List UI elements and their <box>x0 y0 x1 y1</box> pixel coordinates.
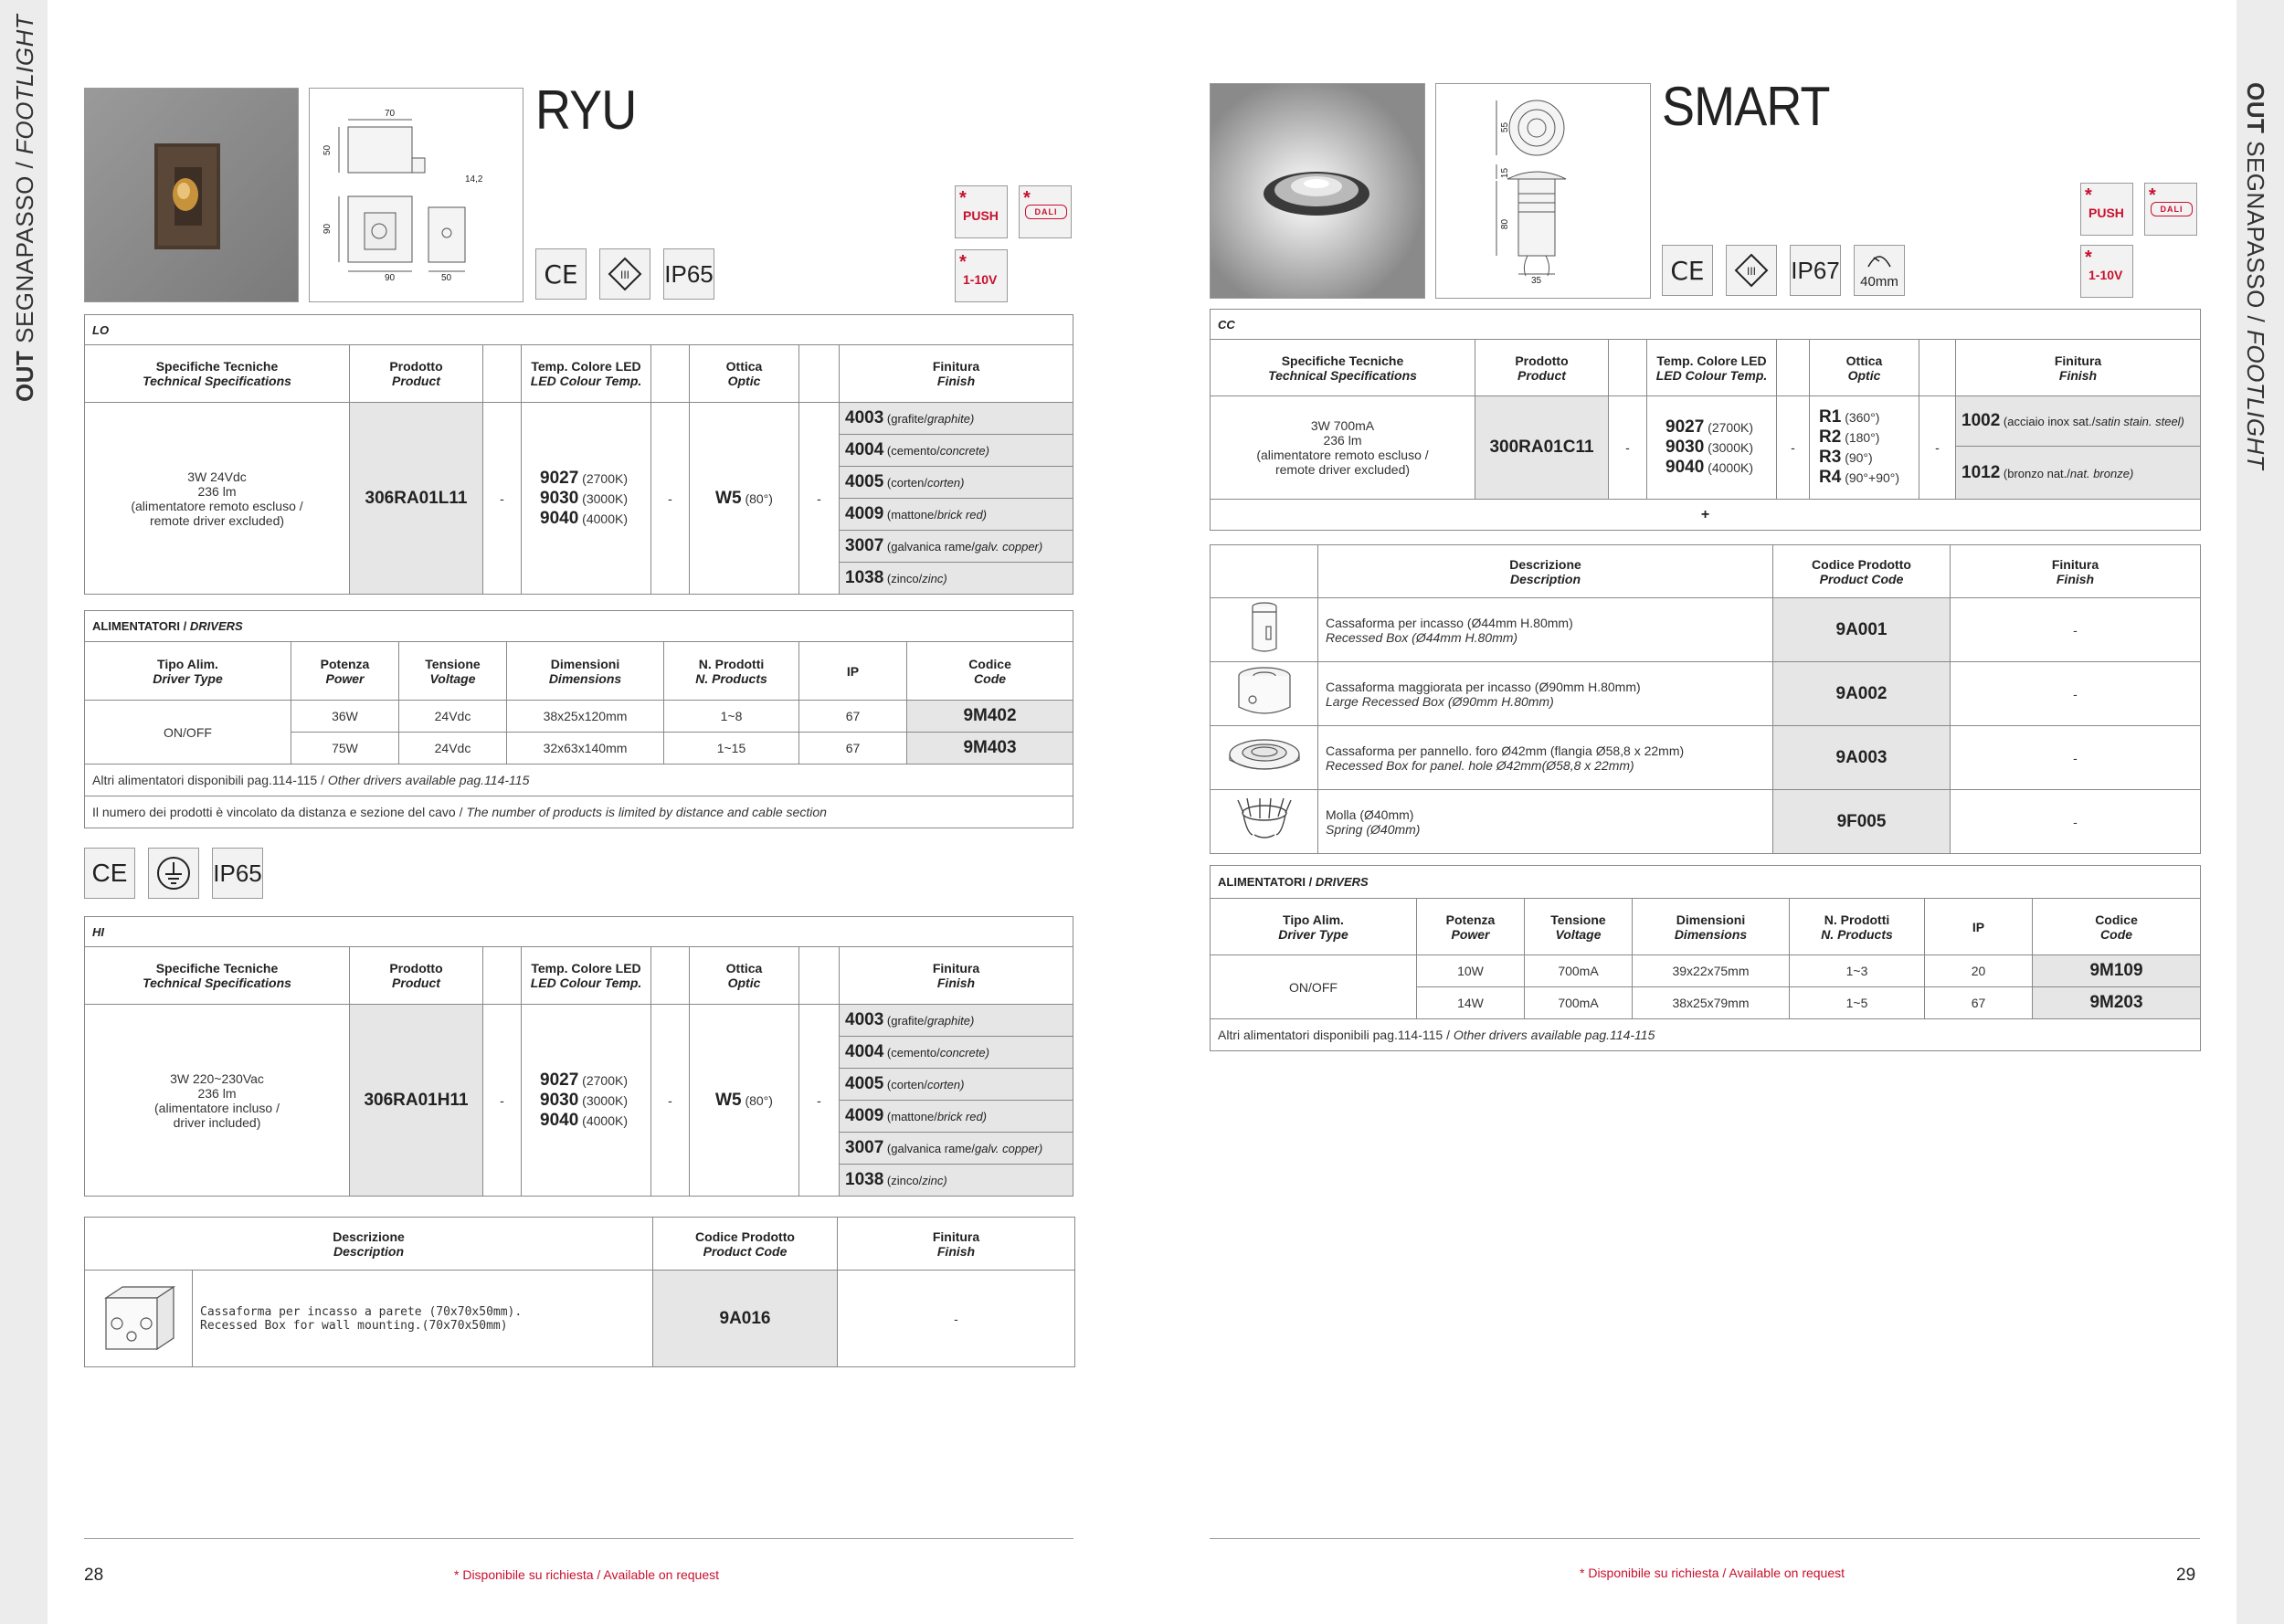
hdr-product-code: Codice Prodotto Product Code <box>653 1218 838 1271</box>
earth-class-i-icon <box>148 848 199 899</box>
cell: 38x25x120mm <box>507 701 664 733</box>
hdr-finish: Finitura Finish <box>840 947 1073 1005</box>
ryu-drivers-table <box>84 610 1073 828</box>
hi-spec-cell: 3W 220~230Vac 236 lm (alimentatore incluso / driver included) <box>85 1005 350 1197</box>
right-sidebar <box>2236 0 2284 1624</box>
accessory-code: 9A002 <box>1773 662 1951 726</box>
dash: - <box>1919 396 1956 500</box>
accessory-finish: - <box>838 1271 1075 1367</box>
table-row <box>85 1271 1075 1367</box>
hdr-product: Prodotto Product <box>350 947 483 1005</box>
hdr-ip: IP <box>799 642 907 701</box>
driver-code: 9M402 <box>907 701 1073 733</box>
lo-section-label: LO <box>85 315 1073 345</box>
drivers-title: ALIMENTATORI / DRIVERS <box>1211 866 2201 899</box>
accessory-description: Cassaforma per pannello. foro Ø42mm (flangia Ø58,8 x 22mm) Recessed Box for panel. hole Ø42mm(Ø58,8 x 22mm) <box>1318 726 1773 790</box>
dim-front-height: 90 <box>323 223 333 235</box>
dash: - <box>1609 396 1647 500</box>
accessory-finish: - <box>1951 790 2201 854</box>
accessory-code: 9A016 <box>653 1271 838 1367</box>
hdr-ip: IP <box>1925 899 2033 955</box>
hdr-spec: Specifiche Tecniche Technical Specifications <box>85 947 350 1005</box>
cell: 32x63x140mm <box>507 733 664 765</box>
hdr-optic: Ottica Optic <box>1810 340 1919 396</box>
drivers-note: Altri alimentatori disponibili pag.114-115 / Other drivers available pag.114-115 <box>1211 1019 2201 1051</box>
driver-code: 9M109 <box>2033 955 2201 987</box>
wall-box-icon <box>85 1271 193 1367</box>
hdr-description: Descrizione Description <box>1318 545 1773 598</box>
left-sidebar <box>0 0 48 1624</box>
section-label-right: OUT SEGNAPASSO / FOOTLIGHT <box>2242 82 2269 470</box>
dash: - <box>799 1005 840 1197</box>
smart-drivers-table <box>1210 865 2201 1051</box>
table-row <box>1211 726 2201 790</box>
cell: 38x25x79mm <box>1633 987 1790 1019</box>
ryu-lo-spec-table <box>84 314 1073 595</box>
cc-optics: R1 (360°) R2 (180°) R3 (90°) R4 (90°+90°) <box>1810 396 1919 500</box>
hdr-dimensions: Dimensioni Dimensions <box>1633 899 1790 955</box>
hdr-finish: Finitura Finish <box>1956 340 2201 396</box>
hdr-n-products: N. Prodotti N. Products <box>664 642 799 701</box>
section-label-left: OUT SEGNAPASSO / FOOTLIGHT <box>11 14 38 402</box>
hdr-code: Codice Code <box>907 642 1073 701</box>
finish-row: 1002 (acciaio inox sat./satin stain. steel) <box>1956 396 2201 447</box>
accessory-finish: - <box>1951 726 2201 790</box>
hdr-power: Potenza Power <box>1417 899 1525 955</box>
finish-row: 4009 (mattone/brick red) <box>840 1101 1073 1133</box>
lo-spec-cell: 3W 24Vdc 236 lm (alimentatore remoto escluso / remote driver excluded) <box>85 403 350 595</box>
drivers-title: ALIMENTATORI / DRIVERS <box>85 611 1073 642</box>
cell: 1~15 <box>664 733 799 765</box>
dash: - <box>651 403 690 595</box>
svg-text:III: III <box>619 269 630 281</box>
accessory-description: Cassaforma maggiorata per incasso (Ø90mm H.80mm) Large Recessed Box (Ø90mm H.80mm) <box>1318 662 1773 726</box>
dim-top-height: 55 <box>1500 121 1511 133</box>
cell: 75W <box>291 733 399 765</box>
hdr-temp: Temp. Colore LED LED Colour Temp. <box>1647 340 1777 396</box>
ce-mark-icon: CE <box>84 848 135 899</box>
accessory-description: Molla (Ø40mm) Spring (Ø40mm) <box>1318 790 1773 854</box>
hdr-driver-type: Tipo Alim. Driver Type <box>85 642 291 701</box>
lo-temps: 9027 (2700K) 9030 (3000K) 9040 (4000K) <box>522 403 651 595</box>
dash: - <box>483 403 522 595</box>
recessed-box-icon <box>1211 598 1318 662</box>
dim-body-height: 80 <box>1500 218 1511 230</box>
dash: - <box>483 1005 522 1197</box>
accessory-description: Cassaforma per incasso (Ø44mm H.80mm) Recessed Box (Ø44mm H.80mm) <box>1318 598 1773 662</box>
ip65-icon: IP65 <box>212 848 263 899</box>
dim-side-width: 50 <box>441 273 452 283</box>
finish-row: 4009 (mattone/brick red) <box>840 499 1073 531</box>
hdr-product: Prodotto Product <box>1475 340 1609 396</box>
cell: 67 <box>799 701 907 733</box>
hdr-n-products: N. Prodotti N. Products <box>1790 899 1925 955</box>
cell: 1~8 <box>664 701 799 733</box>
hdr-spec: Specifiche Tecniche Technical Specifications <box>85 345 350 403</box>
ryu-hi-spec-table <box>84 916 1073 1197</box>
panel-box-icon <box>1211 726 1318 790</box>
lo-optic: W5 (80°) <box>690 403 799 595</box>
accessory-code: 9A003 <box>1773 726 1951 790</box>
driver-type: ON/OFF <box>1211 955 1417 1019</box>
hdr-code: Codice Code <box>2033 899 2201 955</box>
ce-mark-icon: CE <box>535 248 587 300</box>
cell: 24Vdc <box>399 733 507 765</box>
table-row <box>85 701 1073 733</box>
push-badge: * PUSH <box>955 185 1008 238</box>
footer-rule <box>84 1538 1073 1539</box>
driver-code: 9M403 <box>907 733 1073 765</box>
footnote-right: * Disponibile su richiesta / Available on request <box>1580 1566 1845 1580</box>
cc-section-label: CC <box>1211 310 2201 340</box>
dim-width: 35 <box>1531 276 1542 286</box>
cell: 700mA <box>1525 987 1633 1019</box>
lo-product-code: 306RA01L11 <box>350 403 483 595</box>
svg-text:III: III <box>1746 265 1757 278</box>
finish-row: 4003 (grafite/graphite) <box>840 1005 1073 1037</box>
cell: 39x22x75mm <box>1633 955 1790 987</box>
hdr-description: Descrizione Description <box>85 1218 653 1271</box>
spring-icon <box>1211 790 1318 854</box>
hdr-finish: Finitura Finish <box>838 1218 1075 1271</box>
driver-type: ON/OFF <box>85 701 291 765</box>
table-row <box>1211 790 2201 854</box>
dali-badge: * DALI <box>1019 185 1072 238</box>
hi-section-label: HI <box>85 917 1073 947</box>
dim-top-width: 70 <box>385 109 396 119</box>
hdr-optic: Ottica Optic <box>690 345 799 403</box>
dash: - <box>1777 396 1810 500</box>
hdr-product: Prodotto Product <box>350 345 483 403</box>
hdr-voltage: Tensione Voltage <box>1525 899 1633 955</box>
class-iii-icon <box>599 248 650 300</box>
table-row <box>1211 662 2201 726</box>
hdr-voltage: Tensione Voltage <box>399 642 507 701</box>
ryu-product-photo <box>84 88 299 302</box>
cell: 1~3 <box>1790 955 1925 987</box>
ip67-icon: IP67 <box>1790 245 1841 296</box>
smart-technical-drawing <box>1435 83 1651 299</box>
footer-rule <box>1210 1538 2200 1539</box>
cell: 20 <box>1925 955 2033 987</box>
large-recessed-box-icon <box>1211 662 1318 726</box>
ryu-title: RYU <box>535 79 637 141</box>
hdr-finish: Finitura Finish <box>840 345 1073 403</box>
dim-top-height: 50 <box>323 144 333 156</box>
hdr-driver-type: Tipo Alim. Driver Type <box>1211 899 1417 955</box>
finish-row: 4005 (corten/corten) <box>840 467 1073 499</box>
finish-row: 1012 (bronzo nat./nat. bronze) <box>1956 447 2201 500</box>
ryu-technical-drawing <box>309 88 523 302</box>
dash: - <box>799 403 840 595</box>
dim-front-width: 90 <box>385 273 396 283</box>
hi-product-code: 306RA01H11 <box>350 1005 483 1197</box>
cell: 36W <box>291 701 399 733</box>
page-number-left: 28 <box>84 1566 104 1585</box>
finish-row: 4005 (corten/corten) <box>840 1069 1073 1101</box>
smart-cc-spec-table <box>1210 309 2201 531</box>
hdr-temp: Temp. Colore LED LED Colour Temp. <box>522 947 651 1005</box>
driver-code: 9M203 <box>2033 987 2201 1019</box>
hdr-product-code: Codice Prodotto Product Code <box>1773 545 1951 598</box>
finish-row: 3007 (galvanica rame/galv. copper) <box>840 531 1073 563</box>
dim-flange: 15 <box>1500 167 1511 179</box>
cc-spec-cell: 3W 700mA 236 lm (alimentatore remoto escluso / remote driver excluded) <box>1211 396 1475 500</box>
cc-temps: 9027 (2700K) 9030 (3000K) 9040 (4000K) <box>1647 396 1777 500</box>
dim-1-10v-badge: * 1-10V <box>955 249 1008 302</box>
finish-row: 4003 (grafite/graphite) <box>840 403 1073 435</box>
smart-title: SMART <box>1662 76 1830 137</box>
accessory-finish: - <box>1951 662 2201 726</box>
ce-mark-icon: CE <box>1662 245 1713 296</box>
cell: 700mA <box>1525 955 1633 987</box>
cc-product-code: 300RA01C11 <box>1475 396 1609 500</box>
hdr-dimensions: Dimensioni Dimensions <box>507 642 664 701</box>
ip65-icon: IP65 <box>663 248 714 300</box>
finish-row: 1038 (zinco/zinc) <box>840 563 1073 595</box>
dali-badge: * DALI <box>2144 183 2197 236</box>
hdr-spec: Specifiche Tecniche Technical Specifications <box>1211 340 1475 396</box>
footnote-left: * Disponibile su richiesta / Available on request <box>454 1567 720 1582</box>
cell: 67 <box>799 733 907 765</box>
hdr-optic: Ottica Optic <box>690 947 799 1005</box>
smart-accessory-table <box>1210 544 2201 854</box>
page-number-right: 29 <box>2176 1566 2196 1585</box>
hdr-finish: Finitura Finish <box>1951 545 2201 598</box>
accessory-code: 9F005 <box>1773 790 1951 854</box>
hdr-temp: Temp. Colore LED LED Colour Temp. <box>522 345 651 403</box>
smart-product-photo <box>1210 83 1425 299</box>
spring-clip-icon: 40mm <box>1854 245 1905 296</box>
accessory-finish: - <box>1951 598 2201 662</box>
accessory-code: 9A001 <box>1773 598 1951 662</box>
cell: 10W <box>1417 955 1525 987</box>
plus-separator: + <box>1211 500 2201 531</box>
hi-temps: 9027 (2700K) 9030 (3000K) 9040 (4000K) <box>522 1005 651 1197</box>
drivers-note: Altri alimentatori disponibili pag.114-115 / Other drivers available pag.114-115 <box>85 765 1073 796</box>
cell: 14W <box>1417 987 1525 1019</box>
finish-row: 3007 (galvanica rame/galv. copper) <box>840 1133 1073 1165</box>
table-row <box>1211 955 2201 987</box>
cell: 1~5 <box>1790 987 1925 1019</box>
push-badge: * PUSH <box>2080 183 2133 236</box>
cell: 24Vdc <box>399 701 507 733</box>
cell: 67 <box>1925 987 2033 1019</box>
table-row <box>1211 598 2201 662</box>
drivers-note-cable: Il numero dei prodotti è vincolato da distanza e sezione del cavo / The number of products is limited by distance and cable section <box>85 796 1073 828</box>
finish-row: 4004 (cemento/concrete) <box>840 1037 1073 1069</box>
dash: - <box>651 1005 690 1197</box>
finish-row: 1038 (zinco/zinc) <box>840 1165 1073 1197</box>
finish-row: 4004 (cemento/concrete) <box>840 435 1073 467</box>
ryu-accessory-table <box>84 1217 1075 1367</box>
accessory-description: Cassaforma per incasso a parete (70x70x50mm). Recessed Box for wall mounting.(70x70x50mm) <box>193 1271 653 1367</box>
hdr-power: Potenza Power <box>291 642 399 701</box>
hi-optic: W5 (80°) <box>690 1005 799 1197</box>
dim-depth: 14,2 <box>465 174 483 185</box>
class-iii-icon <box>1726 245 1777 296</box>
dim-1-10v-badge: * 1-10V <box>2080 245 2133 298</box>
